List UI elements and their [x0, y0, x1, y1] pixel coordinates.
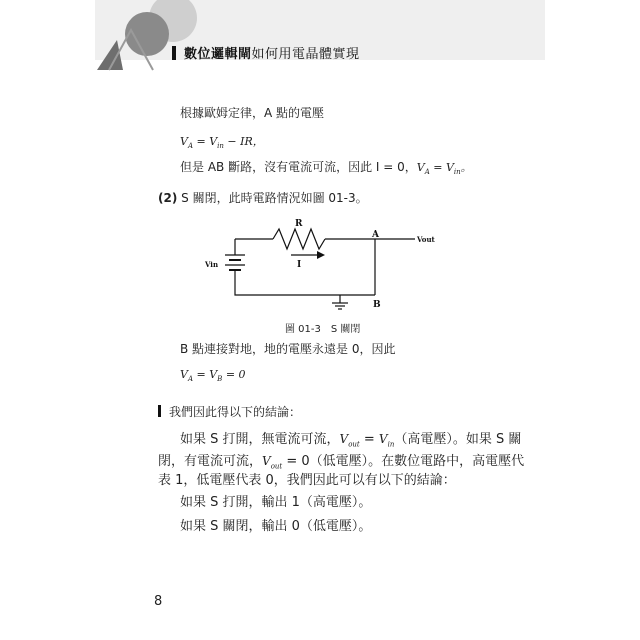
intro-line1: 根據歐姆定律，A 點的電壓: [180, 106, 325, 120]
intro-line3: [180, 159, 472, 180]
after-figure-equation: $V_A = V_B = 0$: [180, 368, 246, 384]
conclusion-para-line1: 如果 S 打開，無電流可流，$V_{out} = V_{in}$（高電壓）。如果 S 關: [180, 432, 522, 449]
label-vout: Vout: [417, 235, 435, 244]
decor-circle-dark: [125, 12, 169, 56]
page-number: 8: [154, 594, 163, 609]
wire-bottom: [235, 271, 375, 295]
intro-line3-text: 但是 AB 斷路，沒有電流可流，因此 I = 0，: [180, 160, 417, 174]
circuit-diagram: [195, 215, 455, 315]
label-i: I: [297, 260, 302, 270]
label-a: A: [372, 230, 379, 240]
case2-line: [158, 190, 368, 206]
header-decoration: [95, 0, 205, 82]
conclusion-item-2: 如果 S 關閉，輸出 0（低電壓）。: [180, 519, 372, 534]
label-b: B: [373, 300, 381, 310]
intro-line3-equation: $V_A = V_{in}$。: [416, 161, 472, 177]
title-bar-mark: [172, 46, 176, 60]
label-r: R: [295, 219, 303, 229]
chapter-title: [172, 43, 360, 62]
resistor-r: [273, 229, 325, 249]
current-arrow-head: [317, 251, 325, 259]
conclusion-bar-mark: [158, 405, 161, 417]
case2-label: (2): [158, 191, 178, 205]
chapter-title-bold: 數位邏輯閘: [184, 47, 252, 62]
decor-triangle: [97, 40, 123, 70]
figure-caption: 圖 01-3 S 關閉: [285, 324, 361, 335]
conclusion-heading-text: 我們因此得以下的結論：: [169, 405, 302, 419]
conclusion-para-line2: 閉，有電流可流，$V_{out} = 0$（低電壓）。在數位電路中，高電壓代: [158, 454, 525, 471]
case2-text: S 關閉，此時電路情況如圖 01-3。: [181, 191, 368, 205]
conclusion-para-line3: 表 1，低電壓代表 0，我們因此可以有以下的結論：: [158, 473, 456, 488]
chapter-title-rest: 如何用電晶體實現: [251, 47, 360, 62]
conclusion-heading: [158, 404, 301, 420]
after-figure-line: B 點連接對地，地的電壓永遠是 0，因此: [180, 342, 396, 356]
intro-equation: $V_A = V_{in}$ − IR，: [180, 135, 264, 151]
label-vin: Vin: [205, 260, 219, 269]
conclusion-item-1: 如果 S 打開，輸出 1（高電壓）。: [180, 495, 372, 510]
